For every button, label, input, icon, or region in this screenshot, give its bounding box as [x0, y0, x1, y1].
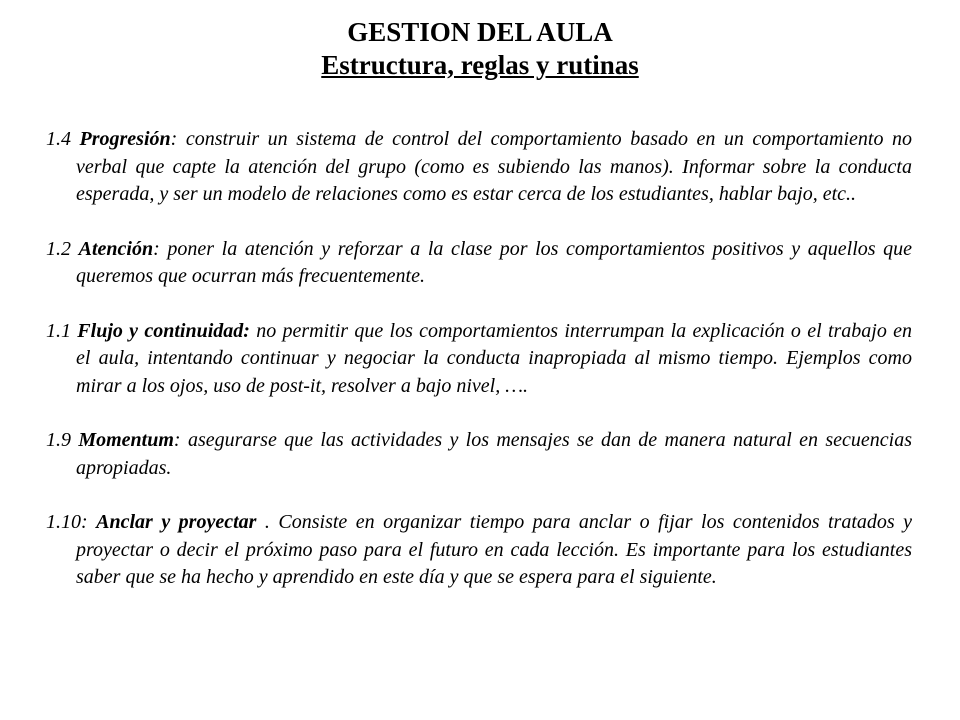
entry-text: construir un sistema de control del comportamiento basado en un comportamiento no verbal que capte la atención del grupo (como es subiendo las manos). Informar sobre la conducta esperada, y ser un modelo de relaciones como es estar cerca de los estudiantes, hablar bajo, etc..: [76, 128, 913, 205]
page-subtitle: Estructura, reglas y rutinas: [321, 50, 639, 80]
entry-term: Progresión: [79, 128, 171, 150]
entry-text: poner la atención y reforzar a la clase por los comportamientos positivos y aquellos que queremos que ocurran más frecuentemente.: [76, 237, 913, 287]
entry-term: Atención: [78, 237, 154, 260]
entry-separator: :: [173, 429, 181, 451]
entry-separator: :: [170, 128, 178, 150]
entry-number: 1.2: [46, 237, 71, 260]
entry-number: 1.1: [46, 319, 71, 342]
list-item: [46, 427, 913, 482]
page-title: GESTION DEL AULA: [347, 17, 613, 47]
list-item: [46, 126, 913, 209]
list-item: [46, 509, 913, 592]
entry-text: asegurarse que las actividades y los mensajes se dan de manera natural en secuencias apropiadas.: [76, 429, 913, 479]
entry-separator: .: [256, 511, 270, 533]
list-item: [46, 318, 913, 401]
entry-number: 1.4: [46, 128, 71, 150]
entry-number: 1.10:: [46, 511, 88, 533]
entry-term: Anclar y proyectar: [96, 511, 257, 533]
entry-term: Momentum: [78, 429, 174, 451]
entry-term: Flujo y continuidad:: [77, 319, 250, 342]
entry-text: Consiste en organizar tiempo para anclar o fijar los contenidos tratados y proyectar o decir el próximo paso para el futuro en cada lección. Es importante para los estudiantes saber que se ha hecho y aprendido en este día y que se espera para el siguiente.: [76, 511, 913, 588]
list-item: [46, 236, 913, 291]
entry-list: [0, 126, 960, 619]
title-block: [0, 16, 960, 82]
entry-separator: :: [153, 237, 160, 260]
entry-number: 1.9: [46, 429, 71, 451]
entry-text: no permitir que los comportamientos interrumpan la explicación o el trabajo en el aula, intentando continuar y negociar la conducta inapropiada al mismo tiempo. Ejemplos como mirar a los ojos, uso de post-it, resolver a bajo nivel, ….: [76, 319, 913, 397]
